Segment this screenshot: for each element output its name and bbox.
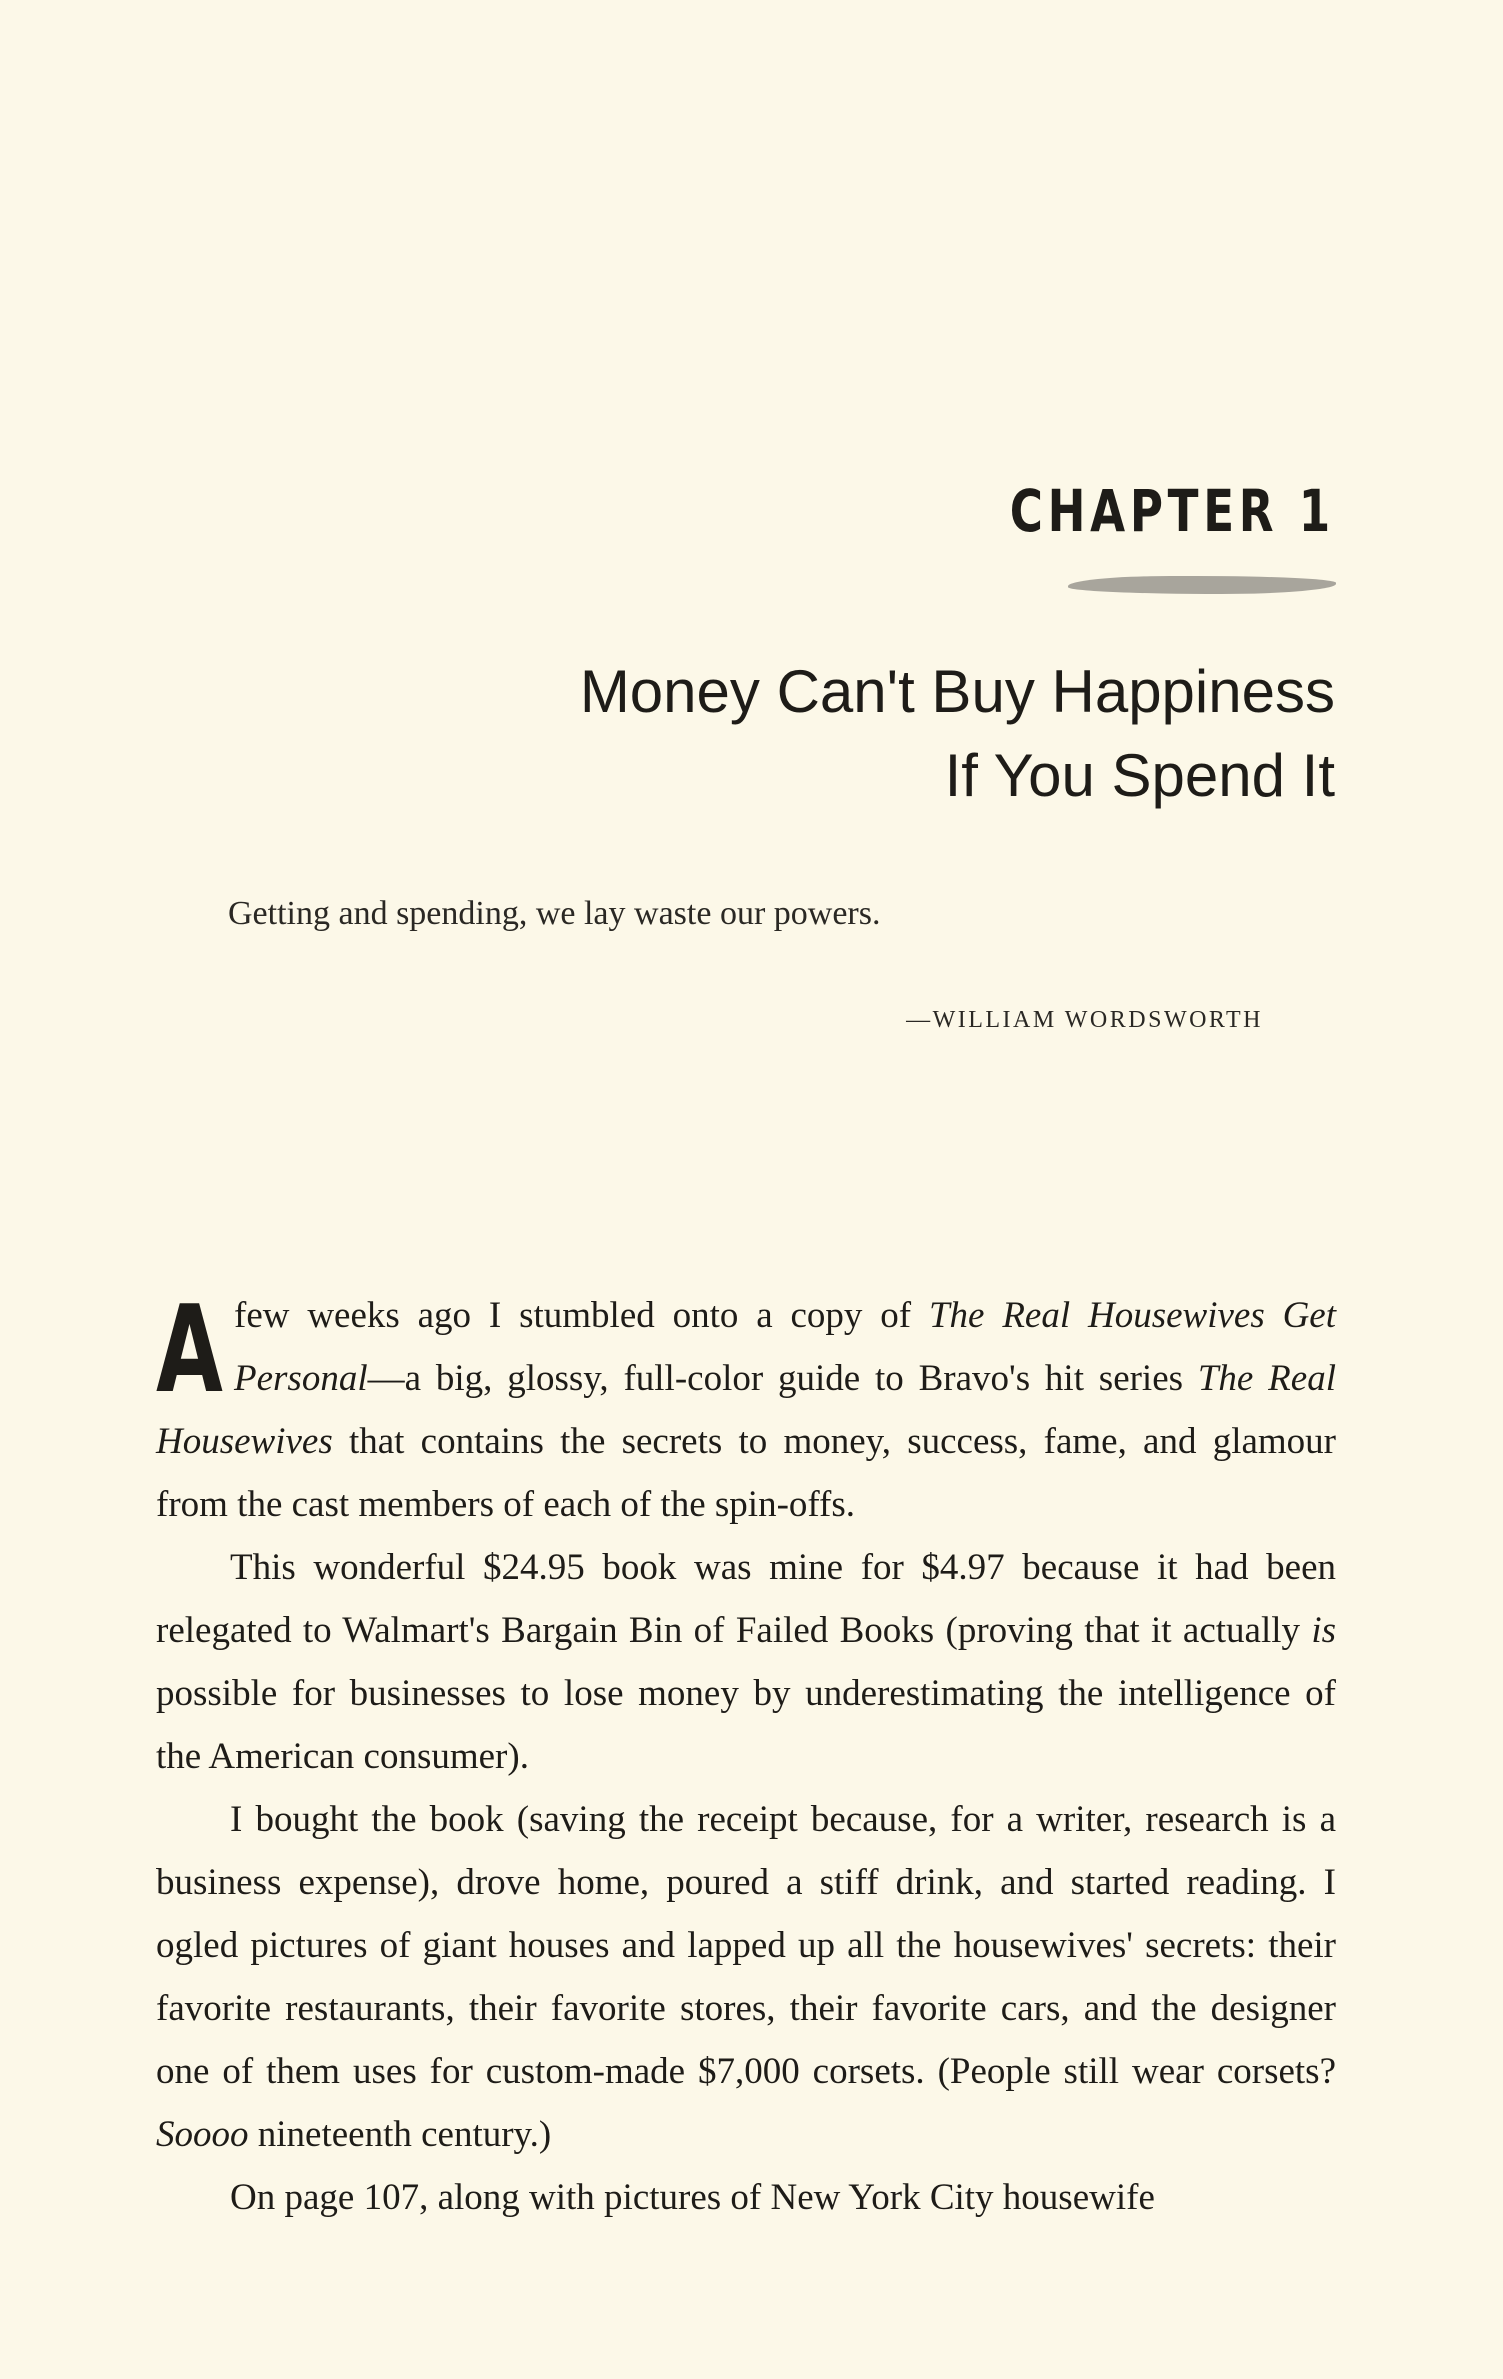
p3-text-a: I bought the book (saving the receipt because, for a writer, research is a business expense), drove home, poured a stiff drink, and started reading. I ogled pictures of giant houses and lapped up all the housewives' secrets: their favorite restaurants, their favorite stores, their favorite cars, and the designer one of them uses for custom-made $7,000 corsets. (People still wear corsets? [156,1799,1336,2092]
epigraph-quote: Getting and spending, we lay waste our powers. [228,895,881,932]
paragraph-2 [156,1536,1336,1788]
p1-text-b: —a big, glossy, full-color guide to Bravo's hit series [367,1358,1198,1399]
paragraph-3 [156,1788,1336,2166]
emphasis-is: is [1311,1610,1336,1651]
show-title-italic: The Real Housewives [156,1358,1336,1462]
p2-text-b: possible for businesses to lose money by underestimating the intelligence of the American consumer). [156,1673,1336,1777]
paragraph-1 [156,1281,1336,1536]
p3-text-b: nineteenth century.) [248,2114,552,2155]
chapter-title-line-2: If You Spend It [944,742,1335,809]
chapter-rule-divider [1068,576,1336,594]
paragraph-4: On page 107, along with pictures of New York City housewife [230,2177,1155,2218]
epigraph-attribution: —WILLIAM WORDSWORTH [906,1007,1263,1033]
chapter-title [580,650,1335,818]
chapter-body [156,1281,1336,2229]
p1-text-c: that contains the secrets to money, success, fame, and glamour from the cast members of each of the spin-offs. [156,1421,1336,1525]
p1-text-a: few weeks ago I stumbled onto a copy of [234,1295,929,1336]
chapter-number: CHAPTER 1 [1009,477,1335,545]
chapter-title-line-1: Money Can't Buy Happiness [579,658,1335,725]
emphasis-soooo: Soooo [156,2114,249,2155]
p2-text-a: This wonderful $24.95 book was mine for $4.97 because it had been relegated to Walmart's Bargain Bin of Failed Books (proving that it actually [156,1547,1336,1651]
book-title-italic: The Real Housewives Get Personal [234,1295,1336,1399]
drop-cap: A [156,1281,223,1420]
